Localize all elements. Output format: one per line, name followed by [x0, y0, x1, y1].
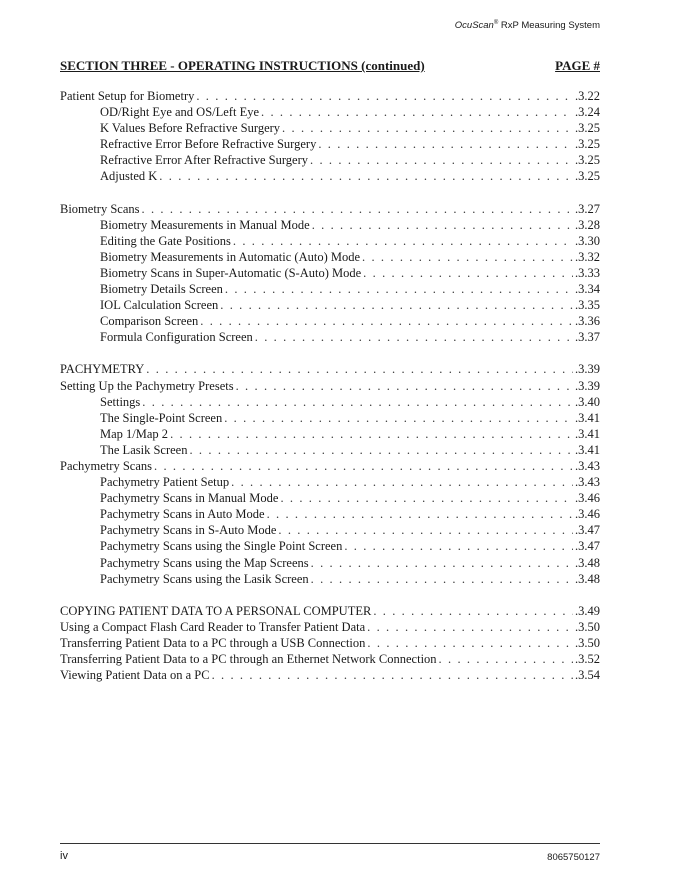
toc-entry-title: Biometry Scans in Super-Automatic (S-Auto) Mode: [100, 265, 362, 280]
toc-entry: [60, 523, 600, 539]
dot-leader: [255, 330, 573, 345]
toc-entry: [60, 266, 600, 282]
dot-leader: [142, 202, 573, 217]
dot-leader: [367, 636, 573, 651]
toc-entry: [60, 89, 600, 105]
toc-entry: [60, 298, 600, 314]
dot-leader: [220, 298, 573, 313]
table-of-contents: [60, 89, 600, 684]
toc-entry-page: .3.43: [575, 458, 600, 473]
dot-leader: [280, 491, 573, 506]
toc-entry-title: Biometry Scans: [60, 201, 140, 216]
toc-entry-title: PACHYMETRY: [60, 362, 145, 377]
toc-entry-page: .3.25: [575, 169, 600, 184]
toc-entry-page: .3.41: [575, 410, 600, 425]
toc-entry-title: Adjusted K: [100, 169, 158, 184]
toc-entry-title: Pachymetry Scans in Manual Mode: [100, 491, 279, 506]
page-number: iv: [60, 850, 68, 862]
toc-entry-page: .3.41: [575, 442, 600, 457]
toc-entry-title: Refractive Error After Refractive Surgery: [100, 153, 309, 168]
toc-entry-title: Patient Setup for Biometry: [60, 89, 195, 103]
toc-entry-title: The Single-Point Screen: [100, 410, 223, 425]
toc-entry-page: .3.34: [575, 282, 600, 297]
dot-leader: [318, 137, 573, 152]
toc-entry-title: Viewing Patient Data on a PC: [60, 668, 210, 683]
toc-entry-page: .3.35: [575, 298, 600, 313]
toc-entry-page: .3.25: [575, 137, 600, 152]
toc-entry-title: Biometry Measurements in Automatic (Auto) Mode: [100, 249, 361, 264]
toc-entry: [60, 491, 600, 507]
toc-entry-page: .3.48: [575, 571, 600, 586]
section-heading: [60, 58, 600, 76]
toc-entry-page: .3.39: [575, 378, 600, 393]
dot-leader: [261, 105, 573, 120]
toc-entry-title: Settings: [100, 394, 141, 409]
toc-entry-title: Pachymetry Scans using the Map Screens: [100, 555, 309, 570]
toc-entry: [60, 105, 600, 121]
brand-name: OcuScan: [454, 20, 494, 32]
dot-leader: [344, 539, 573, 554]
toc-entry: [60, 411, 600, 427]
toc-entry-title: Refractive Error Before Refractive Surgery: [100, 137, 317, 152]
toc-entry-page: .3.52: [575, 652, 600, 666]
toc-entry-page: .3.49: [575, 603, 600, 618]
dot-leader: [159, 169, 573, 184]
toc-entry-page: .3.25: [575, 121, 600, 136]
dot-leader: [189, 443, 573, 458]
toc-entry-page: .3.28: [575, 217, 600, 232]
dot-leader: [196, 89, 573, 104]
toc-entry: [60, 652, 600, 668]
toc-entry-page: .3.24: [575, 105, 600, 120]
toc-entry-page: .3.25: [575, 153, 600, 168]
dot-leader: [200, 314, 573, 329]
dot-leader: [282, 121, 573, 136]
dot-leader: [154, 459, 573, 474]
toc-entry-page: .3.41: [575, 426, 600, 441]
toc-entry-title: Setting Up the Pachymetry Presets: [60, 378, 234, 393]
toc-entry: [60, 620, 600, 636]
toc-entry-title: Transferring Patient Data to a PC through a USB Connection: [60, 635, 366, 650]
dot-leader: [212, 668, 573, 683]
toc-entry-page: .3.30: [575, 233, 600, 248]
toc-entry: [60, 443, 600, 459]
toc-entry-title: Pachymetry Scans in Auto Mode: [100, 507, 265, 522]
toc-entry: [60, 137, 600, 153]
toc-entry-page: .3.33: [575, 265, 600, 280]
group-spacer: [60, 186, 600, 202]
toc-entry-page: .3.36: [575, 314, 600, 329]
dot-leader: [310, 153, 573, 168]
toc-entry-page: .3.48: [575, 555, 600, 570]
toc-entry: [60, 459, 600, 475]
dot-leader: [373, 604, 573, 619]
toc-entry: [60, 556, 600, 572]
toc-entry: [60, 314, 600, 330]
dot-leader: [311, 556, 573, 571]
dot-leader: [362, 250, 573, 265]
footer-divider: [60, 843, 600, 844]
toc-entry: [60, 379, 600, 395]
section-title: SECTION THREE - OPERATING INSTRUCTIONS (continued): [60, 58, 425, 73]
toc-entry-title: Formula Configuration Screen: [100, 330, 253, 345]
toc-entry: [60, 507, 600, 523]
dot-leader: [233, 234, 573, 249]
toc-entry-page: .3.46: [575, 491, 600, 506]
dot-leader: [278, 523, 573, 538]
toc-entry-title: Biometry Measurements in Manual Mode: [100, 217, 310, 232]
dot-leader: [231, 475, 573, 490]
group-spacer: [60, 588, 600, 604]
dot-leader: [225, 282, 573, 297]
toc-entry-page: .3.47: [575, 523, 600, 538]
dot-leader: [236, 379, 573, 394]
dot-leader: [142, 395, 573, 410]
toc-entry-title: Pachymetry Scans in S-Auto Mode: [100, 523, 277, 538]
toc-entry: [60, 604, 600, 620]
toc-entry-title: Comparison Screen: [100, 314, 199, 329]
toc-entry: [60, 169, 600, 185]
toc-entry-page: .3.37: [575, 330, 600, 345]
dot-leader: [439, 652, 573, 667]
toc-entry-title: Pachymetry Scans using the Single Point Screen: [100, 539, 343, 554]
toc-entry-page: .3.54: [575, 668, 600, 683]
toc-entry-title: COPYING PATIENT DATA TO A PERSONAL COMPUTER: [60, 603, 372, 618]
toc-entry-page: .3.22: [575, 89, 600, 103]
toc-entry-page: .3.50: [575, 619, 600, 634]
toc-entry-page: .3.40: [575, 394, 600, 409]
group-spacer: [60, 346, 600, 362]
running-header: [455, 20, 600, 31]
toc-entry-page: .3.47: [575, 539, 600, 554]
toc-entry-title: IOL Calculation Screen: [100, 298, 219, 313]
toc-entry-title: Transferring Patient Data to a PC through an Ethernet Network Connection: [60, 652, 437, 666]
toc-entry-title: Editing the Gate Positions: [100, 233, 231, 248]
toc-entry-page: .3.27: [575, 201, 600, 216]
toc-entry-page: .3.43: [575, 475, 600, 490]
dot-leader: [367, 620, 573, 635]
toc-entry-title: Pachymetry Patient Setup: [100, 475, 230, 490]
dot-leader: [312, 218, 573, 233]
toc-entry: [60, 475, 600, 491]
dot-leader: [311, 572, 573, 587]
document-number: 8065750127: [547, 852, 600, 863]
toc-entry-page: .3.32: [575, 249, 600, 264]
dot-leader: [224, 411, 573, 426]
toc-entry: [60, 121, 600, 137]
toc-entry-title: K Values Before Refractive Surgery: [100, 121, 281, 136]
toc-entry: [60, 572, 600, 588]
toc-entry-title: Using a Compact Flash Card Reader to Transfer Patient Data: [60, 619, 366, 634]
toc-entry: [60, 395, 600, 411]
toc-entry: [60, 362, 600, 378]
toc-entry: [60, 539, 600, 555]
toc-entry-title: Pachymetry Scans using the Lasik Screen: [100, 571, 309, 586]
toc-entry-title: The Lasik Screen: [100, 442, 188, 457]
toc-entry-page: .3.46: [575, 507, 600, 522]
dot-leader: [267, 507, 573, 522]
toc-entry: [60, 636, 600, 652]
toc-entry-page: .3.50: [575, 635, 600, 650]
toc-entry-title: Biometry Details Screen: [100, 282, 223, 297]
toc-entry-title: OD/Right Eye and OS/Left Eye: [100, 105, 259, 120]
toc-entry: [60, 427, 600, 443]
page-column-label: PAGE #: [555, 58, 600, 73]
system-name: RxP Measuring System: [498, 20, 600, 32]
toc-entry-title: Map 1/Map 2: [100, 426, 169, 441]
dot-leader: [170, 427, 573, 442]
toc-entry: [60, 202, 600, 218]
registered-mark: ®: [493, 20, 499, 26]
toc-entry-page: .3.39: [575, 362, 600, 377]
toc-entry: [60, 153, 600, 169]
dot-leader: [146, 362, 573, 377]
toc-entry: [60, 282, 600, 298]
toc-entry-title: Pachymetry Scans: [60, 458, 152, 473]
toc-entry: [60, 234, 600, 250]
toc-entry: [60, 330, 600, 346]
toc-entry: [60, 668, 600, 684]
toc-entry: [60, 250, 600, 266]
dot-leader: [363, 266, 573, 281]
toc-entry: [60, 218, 600, 234]
